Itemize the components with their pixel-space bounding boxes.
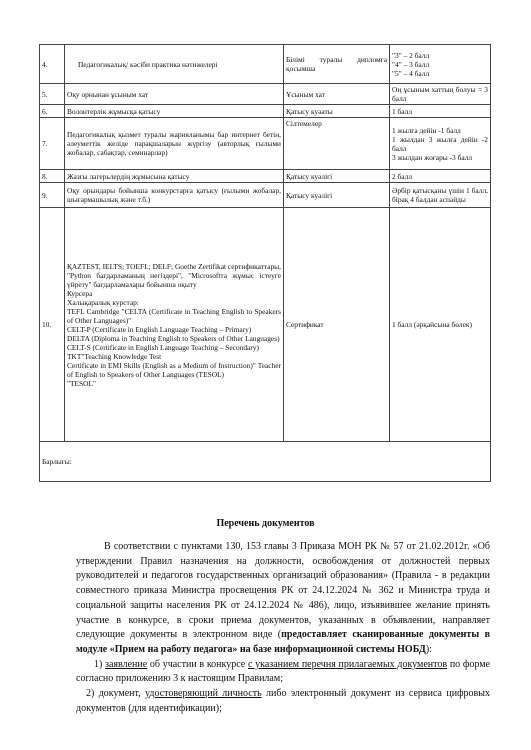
table-row bbox=[40, 183, 491, 208]
criterion-cell: Волонтерлік жұмысқа қатысу bbox=[65, 105, 284, 118]
item-text: либо электронный документ из сервиса цифровых документов (для идентификации); bbox=[76, 688, 490, 714]
points-cell: Оң ұсыным хаттың болуы = 3 балл bbox=[390, 84, 491, 105]
row-number: 4. bbox=[40, 45, 65, 84]
points-cell bbox=[390, 118, 491, 170]
list-item bbox=[76, 658, 490, 687]
criterion-line: CELT-S (Certificate in English Language Teaching – Secondary) bbox=[67, 342, 259, 352]
item-prefix: 1) bbox=[94, 658, 106, 670]
points-cell: 1 балл bbox=[390, 105, 491, 118]
document-cell: Ұсыным хат bbox=[284, 84, 390, 105]
list-item bbox=[76, 687, 490, 716]
table-row bbox=[40, 105, 491, 118]
criterion-line: "TESOL" bbox=[67, 378, 97, 388]
criterion-line: CELT-P (Certificate in English Language Teaching – Primary) bbox=[67, 324, 252, 334]
criterion-line: Халықаралық курстар: bbox=[67, 297, 139, 307]
item-prefix: 2) документ, bbox=[86, 688, 145, 700]
points-line: "3" – 2 балл bbox=[392, 50, 430, 60]
criterion-cell: Оқу орындары бойынша конкурстарға қатысу (ғылыми жобалар, шығармашылық және т.б.) bbox=[65, 183, 284, 208]
underlined-text: с указанием перечня прилагаемых документов bbox=[247, 658, 448, 670]
total-cell: Барлығы: bbox=[40, 442, 491, 482]
table-row bbox=[40, 442, 491, 482]
criterion-cell bbox=[65, 208, 284, 442]
document-cell: Қатысу куәлігі bbox=[284, 183, 390, 208]
criterion-line: Курсера bbox=[67, 288, 93, 298]
criterion-line: Certificate in EMI Skills (English as a Medium of Instruction)" Teacher of English to Speakers of Other Languages (TESOL) bbox=[67, 360, 281, 379]
document-cell: Қатысу куәлігі bbox=[284, 170, 390, 183]
intro-bold-text: предоставляет сканированные документы в модуле «Прием на работу педагога» на базе информационной системы НОБД bbox=[76, 629, 490, 655]
underlined-text: удостоверяющий личность bbox=[144, 688, 262, 700]
points-line: 3 жылдан жоғары -3 балл bbox=[392, 152, 473, 162]
item-text: по форме согласно приложению 3 к настоящим Правилам; bbox=[76, 658, 490, 685]
points-line: 1 жылдан 3 жылға дейін -2 балл bbox=[392, 134, 488, 153]
intro-end-text: ): bbox=[425, 643, 432, 655]
item-text: об участии в конкурсе bbox=[147, 658, 248, 670]
row-number: 6. bbox=[40, 105, 65, 118]
points-cell: Әрбір қатысқаны үшін 1 балл, бірақ 4 балдан аспайды bbox=[390, 183, 491, 208]
table-row bbox=[40, 118, 491, 170]
points-line: 1 жылға дейін -1 балл bbox=[392, 125, 461, 135]
table-row bbox=[40, 45, 491, 84]
section-title: Перечень документов bbox=[216, 518, 315, 529]
section-body bbox=[76, 540, 490, 716]
criteria-table bbox=[39, 44, 491, 482]
criterion-line: TEFL Cambridge "CELTA (Certificate in Teaching English to Speakers of Other Languages)" bbox=[67, 306, 281, 325]
row-number: 7. bbox=[40, 118, 65, 170]
points-cell bbox=[390, 45, 491, 84]
criterion-cell: Педагогикалық/ кәсіби практика нәтижелері bbox=[65, 45, 284, 84]
points-cell: 1 балл (әрқайсына бөлек) bbox=[390, 208, 491, 442]
table-row bbox=[40, 170, 491, 183]
row-number: 10. bbox=[40, 208, 65, 442]
document-cell: Қатысу куәаты bbox=[284, 105, 390, 118]
intro-paragraph bbox=[76, 540, 490, 658]
criterion-line: DELTA (Diploma in Teaching English to Speakers of Other Languages) bbox=[67, 333, 280, 343]
underlined-text: заявление bbox=[105, 658, 148, 670]
points-cell: 2 балл bbox=[390, 170, 491, 183]
document-cell: Білімі туралы дипломға қосымша bbox=[284, 45, 390, 84]
table-row bbox=[40, 84, 491, 105]
points-line: "5" – 4 балл bbox=[392, 68, 430, 78]
row-number: 9. bbox=[40, 183, 65, 208]
criterion-line: TKT"Teaching Knowledge Test bbox=[67, 351, 162, 361]
points-line: "4" – 3 балл bbox=[392, 59, 430, 69]
document-cell: Сертификат bbox=[284, 208, 390, 442]
document-cell: Сілтемелер bbox=[284, 118, 390, 170]
row-number: 5. bbox=[40, 84, 65, 105]
criterion-cell: Педагогикалық қызмет туралы жарияланымы бар интернет бетін, әлеуметтік желіде парақшаларын жүргізу (авторлық ғылыми жобалар, сабақтар, семинарлар) bbox=[65, 118, 284, 170]
criterion-line: ҚАZTEST, IELTS; TOEFL; DELF; Goethe Zertifikat сертификаттары, "Python бағдарламаның негіздері", "Microsoftта жұмыс істеуге үйрету" бағдарламалары бойынша оқыту bbox=[67, 261, 281, 289]
table-row bbox=[40, 208, 491, 442]
criterion-cell: Жазғы лагерьлердің жұмысына қатысу bbox=[65, 170, 284, 183]
criterion-cell: Оқу орнынан ұсыным хат bbox=[65, 84, 284, 105]
row-number: 8. bbox=[40, 170, 65, 183]
intro-text: В соответствии с пунктами 130, 153 главы 3 Приказа МОН РК № 57 от 21.02.2012г. «Об утверждении Правил назначения на должности, освобождения от должностей первых руководителей и педагогов государственных организаций образования» (Правила - в редакции совместного приказа Министра просвещения РК от 24.12.2024 № 362 и Министра труда и социальной защиты населения РК от 24.12.2024 № 486), лицо, изъявившее желание принять участие в конкурсе, в сроки приема документов, указанных в объявлении, направляет следующие документы в электронном виде ( bbox=[76, 541, 490, 641]
